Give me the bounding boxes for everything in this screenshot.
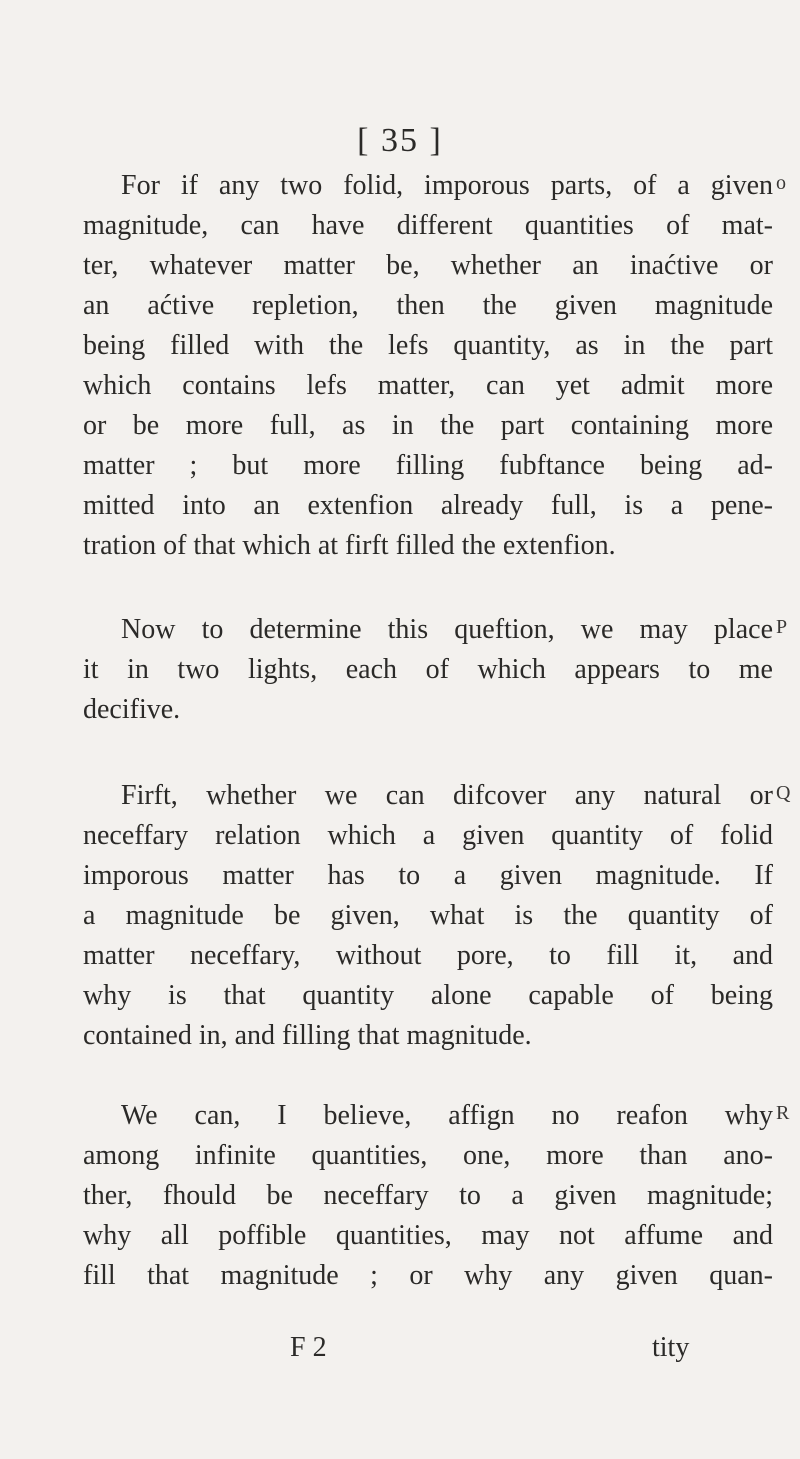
margin-mark: R (776, 1102, 790, 1124)
text-line: contained in, and filling that magnitude. (83, 1020, 532, 1051)
text-line: For if any two folid, imporous parts, of a given (121, 170, 773, 201)
signature-mark: F 2 (290, 1332, 327, 1363)
text-line: magnitude, can have different quantities of mat- (83, 210, 773, 241)
paragraph-4 (83, 1096, 773, 1296)
paragraph-1 (83, 166, 773, 566)
text-line: Firft, whether we can difcover any natural or (121, 780, 773, 811)
paragraph-3 (83, 776, 773, 1056)
text-line: Now to determine this queftion, we may place (121, 614, 773, 645)
paragraph-2 (83, 610, 773, 730)
text-line: being filled with the lefs quantity, as in the part (83, 330, 773, 361)
text-line: imporous matter has to a given magnitude. If (83, 860, 773, 891)
text-line: We can, I believe, affign no reafon why (121, 1100, 773, 1131)
text-line: why is that quantity alone capable of being (83, 980, 773, 1011)
margin-mark: o (776, 172, 786, 194)
margin-mark: P (776, 616, 788, 638)
text-line: matter neceffary, without pore, to fill it, and (83, 940, 773, 971)
text-line: an aćtive repletion, then the given magnitude (83, 290, 773, 321)
text-line: or be more full, as in the part containing more (83, 410, 773, 441)
margin-mark: Q (776, 782, 791, 804)
text-line: which contains lefs matter, can yet admit more (83, 370, 773, 401)
text-line: why all poffible quantities, may not affume and (83, 1220, 773, 1251)
text-line: among infinite quantities, one, more than ano- (83, 1140, 773, 1171)
text-line: fill that magnitude ; or why any given quan- (83, 1260, 773, 1291)
catchword: tity (652, 1332, 690, 1363)
text-line: mitted into an extenfion already full, is a pene- (83, 490, 773, 521)
text-line: decifive. (83, 694, 181, 725)
text-line: ter, whatever matter be, whether an inaćtive or (83, 250, 773, 281)
text-line: neceffary relation which a given quantity of folid (83, 820, 773, 851)
text-line: ther, fhould be neceffary to a given magnitude; (83, 1180, 773, 1211)
text-line: matter ; but more filling fubftance being ad- (83, 450, 773, 481)
page-number: [ 35 ] (357, 122, 443, 159)
text-line: a magnitude be given, what is the quantity of (83, 900, 773, 931)
text-line: tration of that which at firft filled the extenfion. (83, 530, 616, 561)
text-line: it in two lights, each of which appears to me (83, 654, 773, 685)
